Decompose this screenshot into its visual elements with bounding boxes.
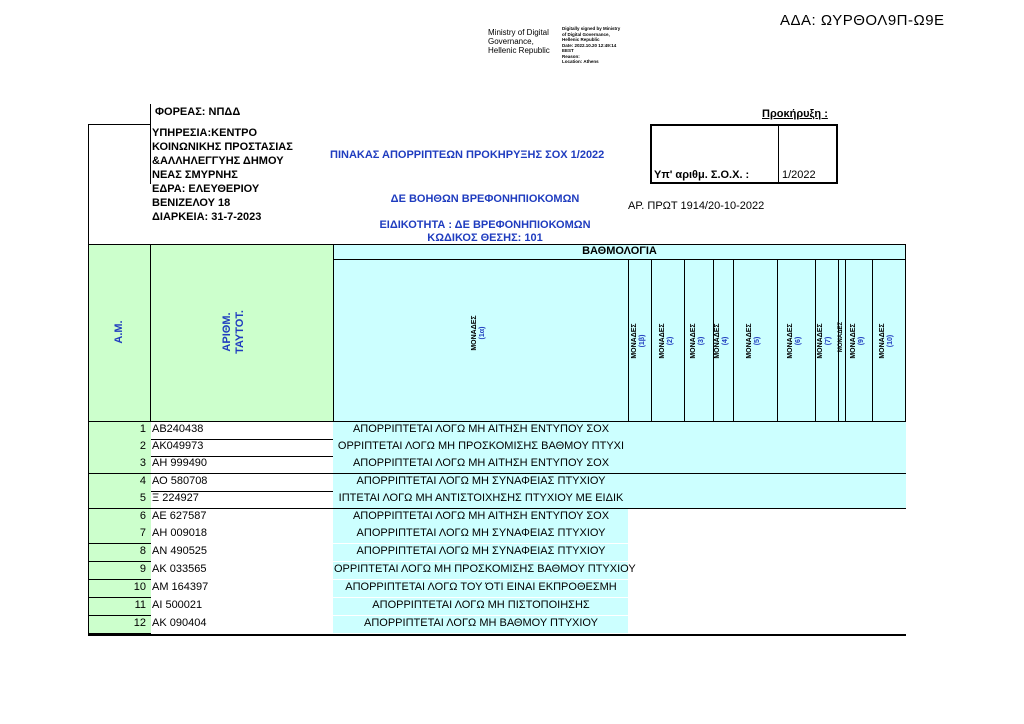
row-status: ΙΠΤΕΤΑΙ ΛΟΓΩ ΜΗ ΑΝΤΙΣΤΟΙΧΗΣΗΣ ΠΤΥΧΙΟΥ ΜΕ ΕΙΔΙΚ	[338, 492, 624, 504]
monades-label: ΜΟΝΑΔΕΣ	[471, 315, 478, 351]
frame-line	[88, 124, 150, 125]
row-id-number: ΑΗ 009018	[152, 527, 208, 539]
row-number: 3	[139, 457, 146, 469]
table-row	[88, 616, 906, 633]
monades-9-header	[850, 306, 868, 376]
row-id-number: Ξ 224927	[152, 492, 199, 504]
row-status: ΑΠΟΡΡΙΠΤΕΤΑΙ ΛΟΓΩ ΜΗ ΑΙΤΗΣΗ ΕΝΤΥΠΟΥ ΣΟΧ	[352, 423, 610, 435]
col-line	[733, 259, 734, 421]
am-header: Α.Μ.	[113, 320, 125, 344]
monades-sub: (3)	[698, 336, 705, 346]
row-number: 2	[139, 440, 146, 452]
ypiresia-line: ΝΕΑΣ ΣΜΥΡΝΗΣ	[152, 169, 238, 181]
frame-line	[905, 244, 906, 421]
table-row	[88, 456, 906, 473]
row-status: ΑΠΟΡΡΙΠΤΕΤΑΙ ΛΟΓΩ ΜΗ ΣΥΝΑΦΕΙΑΣ ΠΤΥΧΙΟΥ	[356, 545, 606, 557]
monades-1a-header	[471, 298, 489, 368]
row-number: 12	[133, 617, 146, 629]
table-row	[88, 422, 906, 439]
frame-line	[88, 634, 906, 636]
ypiresia-line: ΚΟΙΝΩΝΙΚΗΣ ΠΡΟΣΤΑΣΙΑΣ	[152, 141, 293, 153]
row-id-number: ΑΙ 500021	[152, 599, 203, 611]
signature-detail-line: of Digital Governance,	[562, 31, 610, 37]
col-line	[651, 259, 652, 421]
eidikotita-title: ΕΙΔΙΚΟΤΗΤΑ : ΔΕ ΒΡΕΦΟΝΗΠΙΟΚΟΜΩΝ	[379, 219, 591, 231]
col-line	[872, 259, 873, 421]
row-id-number: ΑΒ240438	[152, 423, 204, 435]
signature-org-line: Ministry of Digital	[488, 28, 549, 37]
vathmologia-header: ΒΑΘΜΟΛΟΓΙΑ	[582, 245, 657, 257]
frame-line	[88, 124, 89, 244]
monades-1b-header	[631, 306, 649, 376]
monades-sub: (2)	[667, 336, 674, 346]
monades-5-header	[746, 306, 764, 376]
tautotita-header	[221, 287, 249, 377]
monades-label: ΜΟΝΑΔΕΣ	[631, 323, 638, 359]
monades-label: ΜΟΝΑΔΕΣ	[659, 323, 666, 359]
ypiresia-block	[152, 126, 293, 224]
row-status: ΑΠΟΡΡΙΠΤΕΤΑΙ ΛΟΓΩ ΤΟΥ ΌΤΙ ΕΙΝΑΙ ΕΚΠΡΟΘΕΣΜΗ	[345, 581, 617, 593]
table-row	[88, 474, 906, 491]
monades-7-header	[817, 306, 835, 376]
row-id-number: ΑΕ 627587	[152, 510, 207, 522]
tautotita-header-line: ΑΡΙΘΜ.	[221, 312, 233, 352]
monades-3-header	[690, 306, 708, 376]
ada-code: ΑΔΑ: ΩΥΡΘΟΛ9Π-Ω9Ε	[780, 12, 945, 29]
signature-detail-line: Location: Athens	[562, 59, 599, 64]
row-number: 8	[139, 545, 146, 557]
signature-detail-line: Date: 2022.10.20 12:49:14	[562, 42, 617, 48]
frame-line	[333, 259, 906, 260]
ypiresia-line: ΥΠΗΡΕΣΙΑ:ΚΕΝΤΡΟ	[152, 127, 257, 139]
row-id-number: ΑΝ 490525	[152, 545, 208, 557]
row-status: ΑΠΟΡΡΙΠΤΕΤΑΙ ΛΟΓΩ ΜΗ ΣΥΝΑΦΕΙΑΣ ΠΤΥΧΙΟΥ	[356, 527, 606, 539]
ar-prot: ΑΡ. ΠΡΩΤ 1914/20-10-2022	[628, 200, 765, 212]
frame-line	[150, 104, 151, 184]
row-status: ΑΠΟΡΡΙΠΤΕΤΑΙ ΛΟΓΩ ΜΗ ΠΙΣΤΟΠΟΙΗΣΗΣ	[372, 599, 590, 611]
table-row	[88, 509, 906, 526]
row-status: ΑΠΟΡΡΙΠΤΕΤΑΙ ΛΟΓΩ ΜΗ ΑΙΤΗΣΗ ΕΝΤΥΠΟΥ ΣΟΧ	[352, 457, 610, 469]
row-number: 6	[139, 510, 146, 522]
monades-label: ΜΟΝΑΔΕΣ	[787, 323, 794, 359]
table-row	[88, 491, 906, 508]
signature-org-line: Hellenic Republic	[488, 46, 550, 55]
kodikos-title: ΚΩΔΙΚΟΣ ΘΕΣΗΣ: 101	[427, 232, 543, 244]
yp-arith-label: Υπ' αριθμ. Σ.Ο.Χ. :	[654, 169, 750, 181]
row-number: 10	[133, 581, 146, 593]
col-line	[684, 259, 685, 421]
monades-sub: (1α)	[479, 326, 486, 340]
monades-label: ΜΟΝΑΔΕΣ	[850, 323, 857, 359]
col-line	[628, 259, 629, 421]
monades-label: ΜΟΝΑΔΕΣ	[714, 323, 721, 359]
signature-org-line: Governance,	[488, 37, 534, 46]
table-row	[88, 580, 906, 597]
monades-label: ΜΟΝΑΔΕΣ	[817, 323, 824, 359]
signature-detail-line: Digitally signed by Ministry	[562, 26, 621, 31]
monades-4-header	[714, 306, 732, 376]
monades-6-header	[787, 306, 805, 376]
monades-10-header	[879, 306, 897, 376]
row-id-number: ΑΚ 033565	[152, 563, 207, 575]
signature-detail-line: EEST	[562, 48, 574, 53]
row-status: ΟΡΡΙΠΤΕΤΑΙ ΛΟΓΩ ΜΗ ΠΡΟΣΚΟΜΙΣΗΣ ΒΑΘΜΟΥ ΠΤΥΧΙ	[337, 440, 625, 452]
row-number: 4	[139, 475, 146, 487]
monades-2-header	[659, 306, 677, 376]
monades-label: ΜΟΝΑΔΕΣ	[838, 321, 844, 353]
monades-label: ΜΟΝΑΔΕΣ	[746, 323, 753, 359]
row-id-number: ΑΗ 999490	[152, 457, 208, 469]
foreas-label: ΦΟΡΕΑΣ: ΝΠΔΔ	[155, 106, 241, 118]
monades-sub: (10)	[887, 334, 894, 348]
table-row	[88, 598, 906, 615]
table-row	[88, 526, 906, 543]
yp-arith-value: 1/2022	[782, 169, 816, 181]
table-row	[88, 562, 906, 579]
row-status: ΑΠΟΡΡΙΠΤΕΤΑΙ ΛΟΓΩ ΜΗ ΒΑΘΜΟΥ ΠΤΥΧΙΟΥ	[364, 617, 598, 629]
row-status: ΑΠΟΡΡΙΠΤΕΤΑΙ ΛΟΓΩ ΜΗ ΑΙΤΗΣΗ ΕΝΤΥΠΟΥ ΣΟΧ	[352, 510, 610, 522]
edra-line: ΒΕΝΙΖΕΛΟΥ 18	[152, 197, 231, 209]
monades-sub: (6)	[795, 336, 802, 346]
monades-sub: (1β)	[639, 334, 646, 348]
row-id-number: ΑΜ 164397	[152, 581, 209, 593]
row-number: 7	[139, 527, 146, 539]
monades-sub: (7)	[825, 336, 832, 346]
ypiresia-line: &ΑΛΛΗΛΕΓΓΥΗΣ ΔΗΜΟΥ	[152, 155, 284, 167]
signature-detail-line: Hellenic Republic	[562, 37, 600, 42]
table-row	[88, 544, 906, 561]
frame-line	[333, 244, 334, 421]
tautotita-header-line: ΤΑΥΤΟΤ.	[234, 310, 246, 354]
col-line	[815, 259, 816, 421]
table-row	[88, 439, 906, 456]
diarkeia-line: ΔΙΑΡΚΕΙΑ: 31-7-2023	[152, 211, 262, 223]
prokirixi-label: Προκήρυξη :	[762, 108, 828, 120]
monades-label: ΜΟΝΑΔΕΣ	[879, 323, 886, 359]
signature-details	[562, 26, 642, 65]
row-number: 1	[139, 423, 146, 435]
edra-line: ΕΔΡΑ: ΕΛΕΥΘΕΡΙΟΥ	[152, 183, 260, 195]
col-line	[777, 259, 778, 421]
row-id-number: ΑΟ 580708	[152, 475, 208, 487]
pinakas-title: ΠΙΝΑΚΑΣ ΑΠΟΡΡΙΠΤΕΩΝ ΠΡΟΚΗΡΥΞΗΣ ΣΟΧ 1/2022	[330, 149, 605, 161]
de-title: ΔΕ ΒΟΗΘΩΝ ΒΡΕΦΟΝΗΠΙΟΚΟΜΩΝ	[390, 193, 580, 205]
monades-sub: (4)	[722, 336, 729, 346]
monades-sub: (5)	[754, 336, 761, 346]
row-number: 5	[139, 492, 146, 504]
monades-8-header	[837, 302, 847, 372]
row-status: ΟΡΡΙΠΤΕΤΑΙ ΛΟΓΩ ΜΗ ΠΡΟΣΚΟΜΙΣΗΣ ΒΑΘΜΟΥ ΠΤΥΧΙΟΥ	[334, 563, 636, 575]
row-number: 11	[134, 599, 146, 611]
row-status: ΑΠΟΡΡΙΠΤΕΤΑΙ ΛΟΓΩ ΜΗ ΣΥΝΑΦΕΙΑΣ ΠΤΥΧΙΟΥ	[356, 475, 606, 487]
sox-divider	[778, 124, 779, 184]
signature-detail-line: Reason:	[562, 53, 580, 59]
row-number: 9	[139, 563, 146, 575]
signature-org	[488, 28, 560, 55]
monades-sub: (9)	[858, 336, 865, 346]
row-id-number: ΑΚ 090404	[152, 617, 207, 629]
row-id-number: ΑΚ049973	[152, 440, 204, 452]
monades-label: ΜΟΝΑΔΕΣ	[690, 323, 697, 359]
